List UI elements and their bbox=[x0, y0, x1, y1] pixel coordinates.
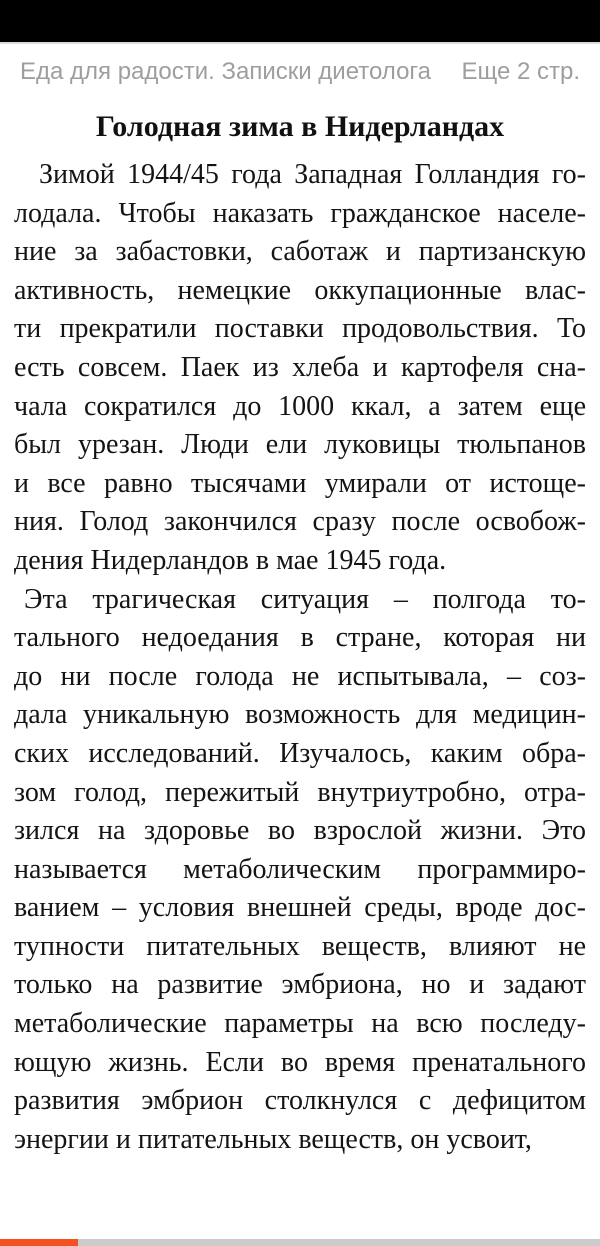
text-line: чала сократился до 1000 ккал, а затем еще bbox=[14, 390, 586, 422]
book-title: Еда для радости. Записки диетолога bbox=[20, 58, 431, 85]
text-line: лодала. Чтобы наказать гражданское населе- bbox=[14, 197, 586, 229]
text-line: Эта трагическая ситуация – полгода то- bbox=[24, 583, 586, 615]
text-line: зился на здоровье во взрослой жизни. Это bbox=[14, 815, 586, 847]
text-line: метаболические параметры на всю последу- bbox=[14, 1008, 586, 1040]
text-line: тупности питательных веществ, влияют не bbox=[14, 930, 586, 962]
text-line: дения Нидерландов в мае 1945 года. bbox=[14, 544, 447, 576]
text-line: ющую жизнь. Если во время пренатального bbox=[14, 1046, 586, 1078]
pages-left-label: Еще 2 стр. bbox=[461, 58, 580, 85]
text-line: зом голод, пережитый внутриутробно, отра- bbox=[14, 776, 586, 808]
text-line: ских исследований. Изучалось, каким обра- bbox=[14, 737, 586, 769]
text-line: развития эмбрион столкнулся с дефицитом bbox=[14, 1085, 586, 1117]
reader-header bbox=[0, 44, 600, 100]
text-line: до ни после голода не испытывала, – соз- bbox=[14, 660, 586, 692]
body-text bbox=[0, 154, 600, 1159]
text-line: ти прекратили поставки продовольствия. То bbox=[14, 313, 586, 345]
text-line: дала уникальную возможность для медицин- bbox=[14, 699, 586, 731]
text-line: активность, немецкие оккупационные влас- bbox=[14, 274, 586, 306]
chapter-title: Голодная зима в Нидерландах bbox=[95, 110, 505, 143]
paragraph bbox=[14, 581, 586, 1160]
paragraph bbox=[14, 156, 586, 581]
text-line: называется метаболическим программиро- bbox=[14, 853, 586, 885]
reading-progress-bar[interactable] bbox=[0, 1239, 600, 1246]
text-line: ванием – условия внешней среды, вроде дос- bbox=[14, 892, 586, 924]
progress-fill bbox=[0, 1239, 78, 1246]
text-line: и все равно тысячами умирали от истоще- bbox=[14, 467, 586, 499]
page-content[interactable] bbox=[0, 106, 600, 1159]
text-line: был урезан. Люди ели луковицы тюльпанов bbox=[14, 429, 586, 461]
text-line: Зимой 1944/45 года Западная Голландия го- bbox=[39, 159, 586, 190]
text-line: есть совсем. Паек из хлеба и картофеля сна- bbox=[14, 351, 586, 383]
text-line: тального недоедания в стране, которая ни bbox=[14, 622, 586, 654]
text-line: только на развитие эмбриона, но и задают bbox=[14, 969, 586, 1001]
text-line: энергии и питательных веществ, он усвоит, bbox=[14, 1123, 532, 1155]
status-bar bbox=[0, 0, 600, 44]
text-line: ния. Голод закончился сразу после освобож- bbox=[14, 506, 586, 538]
text-line: ние за забастовки, саботаж и партизанскую bbox=[14, 236, 586, 268]
